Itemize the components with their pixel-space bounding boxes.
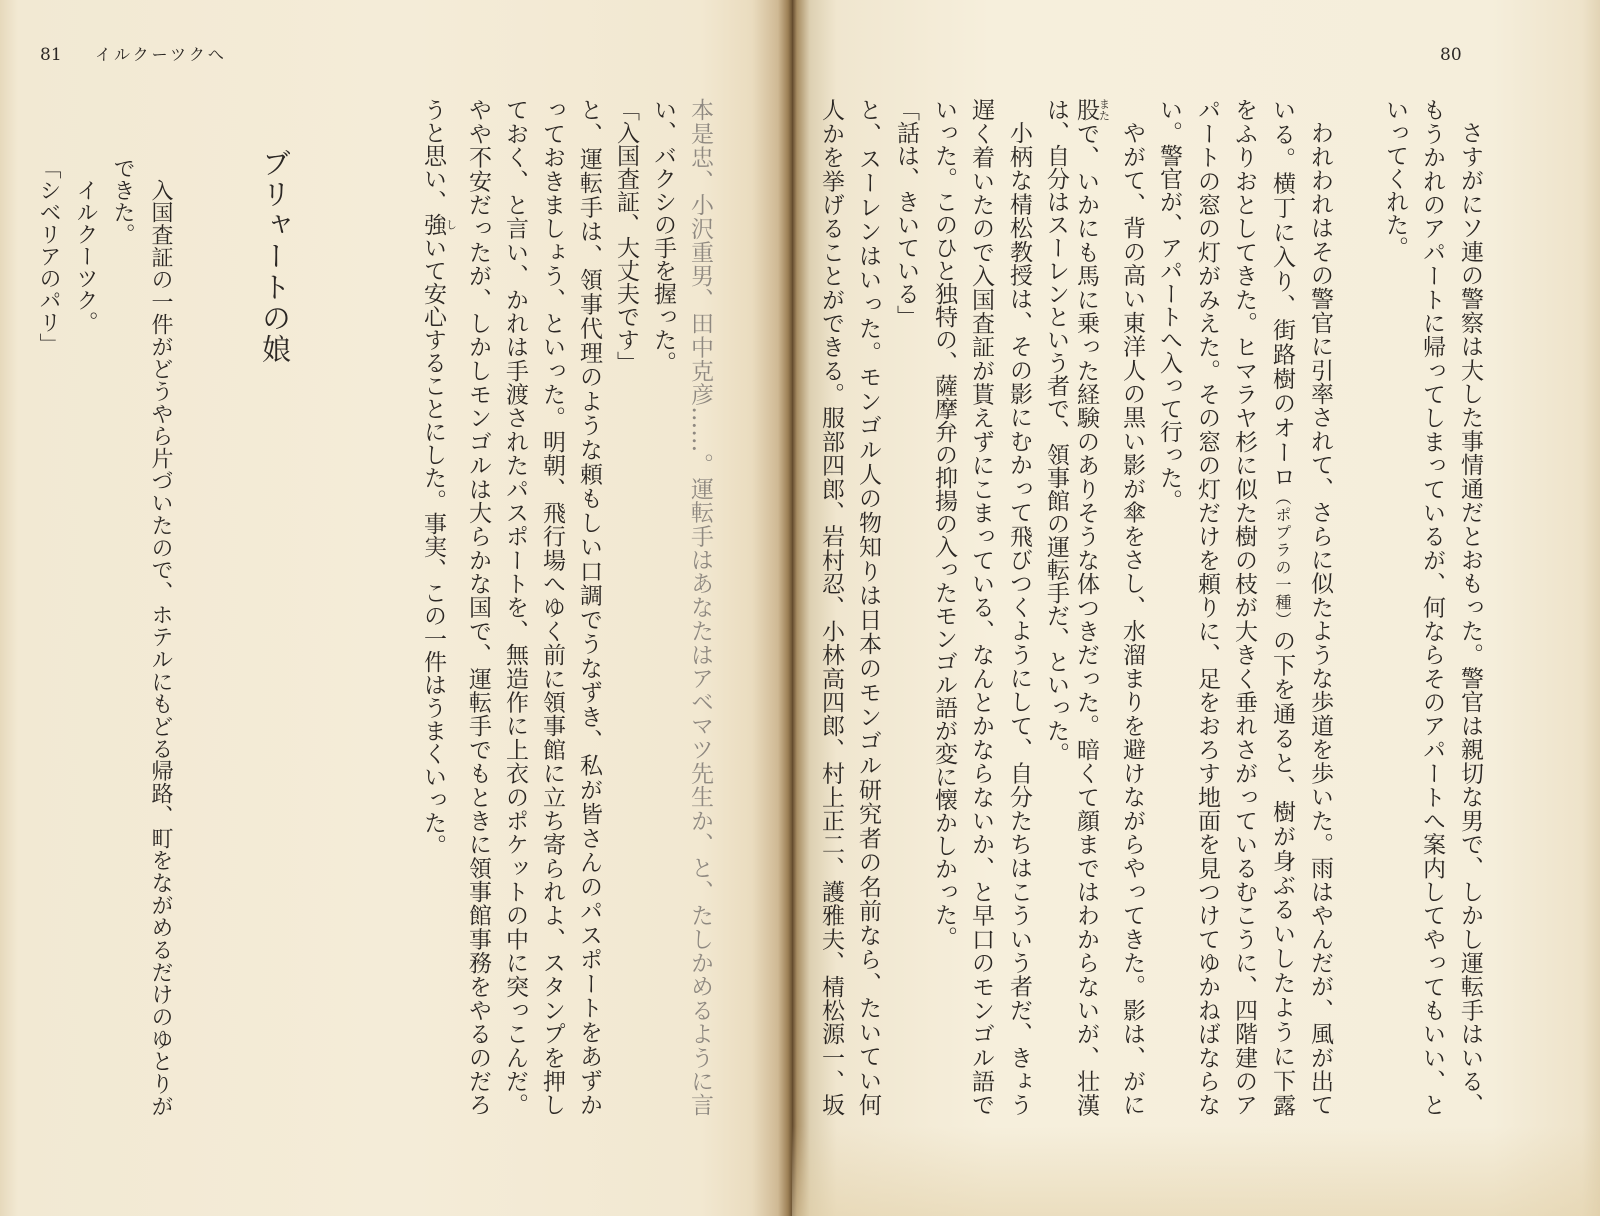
text-line: さすがにソ連の警察は大した事情通だとおもった。警官は親切な男で、しかし運転手はいる、 [1457, 121, 1483, 1117]
text-segment: の下を通ると、樹が身ぶるいしたように下露 [1269, 628, 1295, 1117]
ruby-reading: し [444, 213, 458, 236]
ruby-word [420, 213, 458, 236]
text-line: は、自分はスーレンという者で、領事館の運転手だ、といった。 [1043, 98, 1069, 765]
text-line: ておく、と言い、かれは手渡されたパスポートを、無造作に上衣のポケットの中に突っこんだ。 [502, 98, 528, 1116]
text-line [420, 98, 458, 1116]
right-page [792, 0, 1600, 1216]
right-page-number: 80 [1440, 45, 1462, 65]
text-segment: うと思い、 [420, 98, 446, 213]
text-line: 「シベリアのパリ」 [36, 157, 61, 355]
text-line: 人かを挙げることができる。服部四郎、岩村忍、小林高四郎、村上正二、護雅夫、棈松源一、坂 [818, 98, 844, 1116]
dialogue-line: 「入国査証、大丈夫です」 [613, 98, 639, 374]
text-line: いってくれた。 [1382, 98, 1408, 259]
text-line: をふりおとしてきた。ヒマラヤ杉に似た樹の枝が大きく垂れさがっているむこうに、四階建のア [1231, 98, 1257, 1117]
text-line: い、バクシの手を握った。 [650, 98, 676, 374]
text-line: 本是忠、小沢重男、田中克彦……。運転手はあなたはアベマツ先生か、と、たしかめるように言 [687, 98, 713, 1116]
left-page [0, 0, 792, 1216]
parenthetical-note: （ポプラの一種） [1273, 489, 1292, 629]
text-line: 小柄な棈松教授は、その影にむかって飛びつくようにして、自分たちはこういう者だ、きょう [1006, 121, 1032, 1116]
ruby-base: 強 [420, 213, 446, 236]
text-line [1073, 98, 1111, 1117]
text-segment: で、いかにも馬に乗った経験のありそうな体つきだった。暗くて顔まではわからないが、壮漢 [1073, 121, 1099, 1117]
text-segment: いる。横丁に入り、街路樹のオーロ [1269, 98, 1295, 490]
text-line: もうかれのアパートに帰ってしまっているが、何ならそのアパートへ案内してやってもいい、と [1419, 98, 1445, 1116]
text-line [1266, 98, 1298, 1116]
ruby-base: 股 [1073, 98, 1099, 122]
text-line: いった。このひと独特の、薩摩弁の抑揚の入ったモンゴル語が変に懐かしかった。 [931, 98, 957, 949]
text-segment: いて安心することにした。事実、この一件はうまくいった。 [420, 236, 446, 857]
dialogue-line: 「話は、きいている」 [893, 98, 919, 328]
left-page-number: 81 [40, 45, 62, 65]
text-line: パートの窓の灯がみえた。その窓の灯だけを頼りに、足をおろす地面を見つけてゆかねばならな [1194, 98, 1220, 1117]
text-line: やや不安だったが、しかしモンゴルは大らかな国で、運転手でもときに領事館事務をやるのだろ [465, 98, 491, 1116]
running-head: イルクーツクへ [95, 45, 227, 64]
text-line: と、スーレンはいった。モンゴル人の物知りは日本のモンゴル研究者の名前なら、たいてい何 [855, 98, 881, 1116]
text-line: やがて、背の高い東洋人の黒い影が傘をさし、水溜まりを避けながらやってきた。影は、がに [1119, 121, 1145, 1117]
text-line: っておきましょう、といった。明朝、飛行場へゆく前に領事館に立ち寄られよ、スタンプを押し [539, 98, 565, 1117]
text-line: 入国査証の一件がどうやら片づいたので、ホテルにもどる帰路、町をながめるだけのゆとりが [148, 179, 173, 1117]
text-line: イルクーツク。 [73, 179, 98, 333]
ruby-word [1073, 98, 1111, 122]
ruby-reading: また [1097, 98, 1111, 122]
text-line: い。警官が、アパートへ入って行った。 [1156, 98, 1182, 512]
text-line: と、運転手は、領事代理のような頼もしい口調でうなずき、私が皆さんのパスポートをあずか [576, 98, 602, 1117]
text-line: われわれはその警官に引率されて、さらに似たような歩道を歩いた。雨はやんだが、風が出て [1307, 121, 1333, 1116]
text-line: できた。 [110, 157, 135, 245]
text-line: 遅く着いたので入国査証が貰えずにこまっている、なんとかならないか、と早口のモンゴル語で [968, 98, 994, 1117]
chapter-title: ブリャートの娘 [258, 148, 292, 365]
